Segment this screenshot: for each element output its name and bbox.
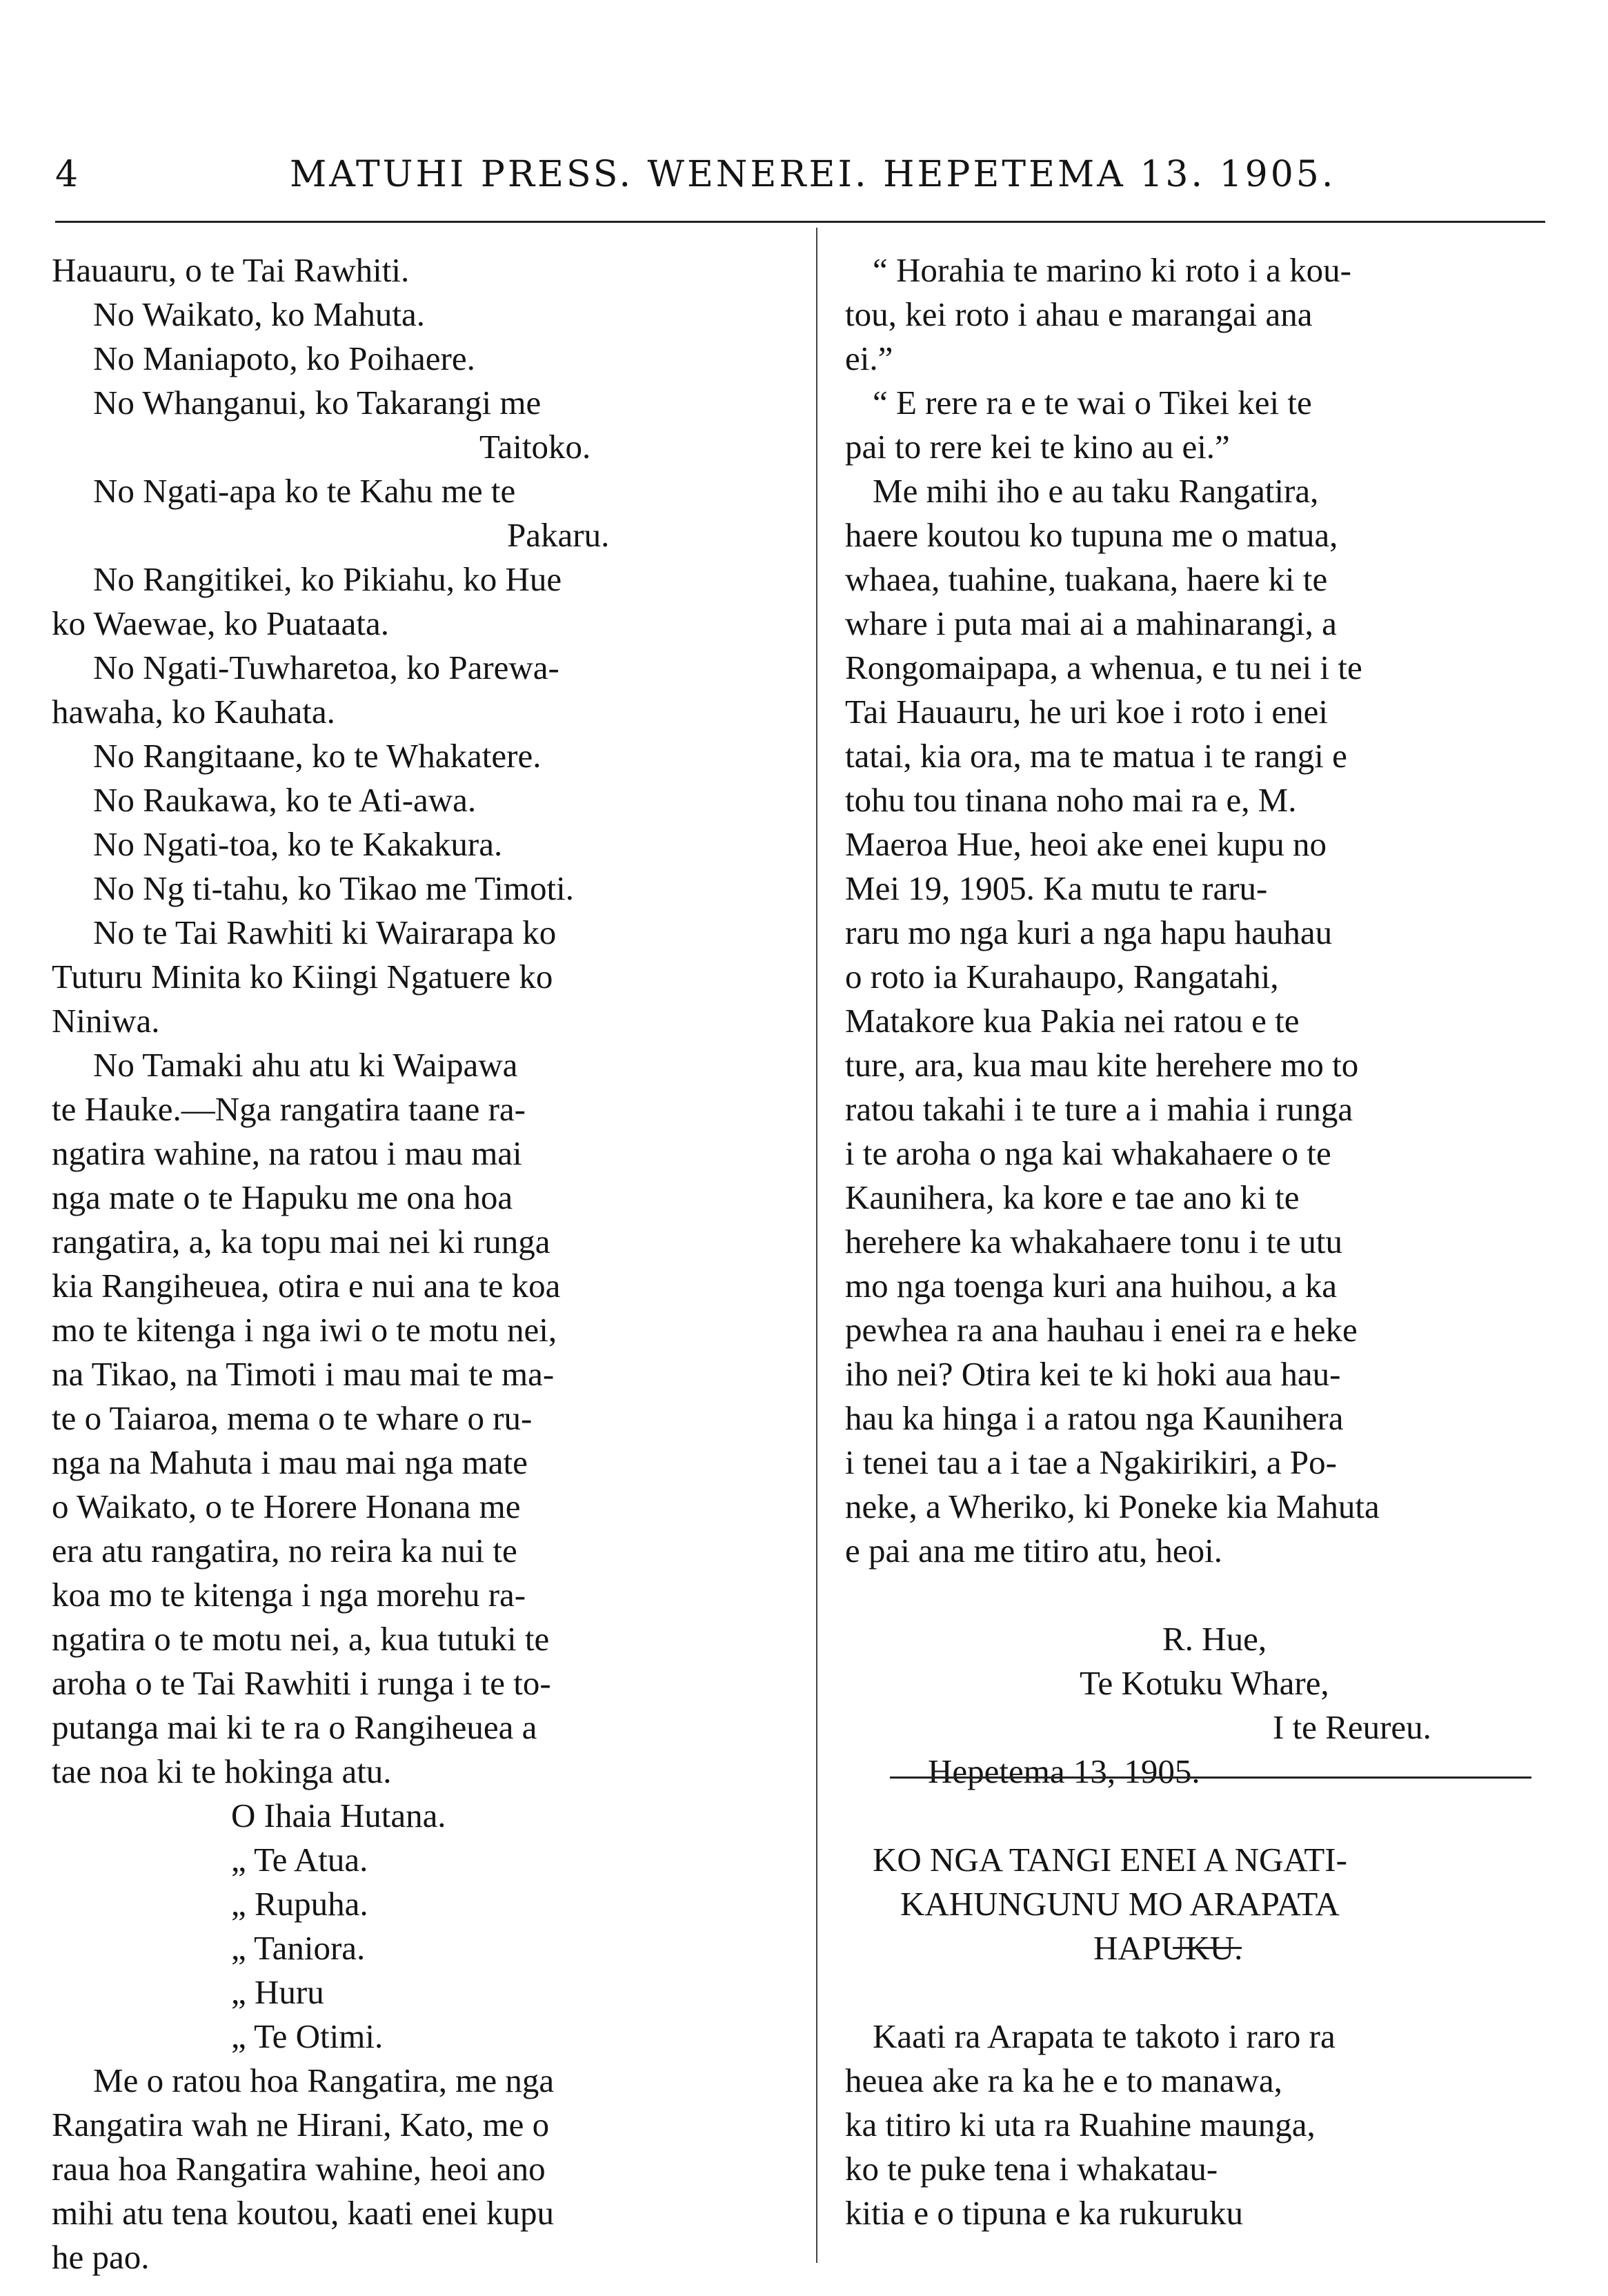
header-rule xyxy=(55,221,1545,223)
text-line: ngatira o te motu nei, a, kua tutuki te xyxy=(52,1620,550,1658)
text-line: No Ngati-toa, ko te Kakakura. xyxy=(93,825,503,863)
text-line: Maeroa Hue, heoi ake enei kupu no xyxy=(845,825,1327,863)
text-line: ko te puke tena i whakatau- xyxy=(845,2150,1218,2188)
text-line: ngatira wahine, na ratou i mau mai xyxy=(52,1134,522,1172)
text-line: heuea ake ra ka he e to manawa, xyxy=(845,2061,1282,2099)
text-line: Niniwa. xyxy=(52,1002,160,1040)
text-line: hau ka hinga i a ratou nga Kaunihera xyxy=(845,1399,1344,1437)
text-line: No Ngati-apa ko te Kahu me te xyxy=(93,472,516,510)
text-line: „ Te Atua. xyxy=(231,1841,368,1879)
text-line: raua hoa Rangatira wahine, heoi ano xyxy=(52,2150,546,2188)
text-line: No Tamaki ahu atu ki Waipawa xyxy=(93,1046,518,1084)
text-line: No Ngati-Tuwharetoa, ko Parewa- xyxy=(93,649,559,686)
text-line: hawaha, ko Kauhata. xyxy=(52,693,335,731)
text-line xyxy=(845,1573,1559,1617)
text-line: HAPUKU. xyxy=(1093,1929,1243,1967)
page-header xyxy=(55,150,1559,206)
text-line: herehere ka whakahaere tonu i te utu xyxy=(845,1223,1343,1260)
text-line: „ Taniora. xyxy=(231,1929,366,1967)
text-line: mo te kitenga i nga iwi o te motu nei, xyxy=(52,1311,557,1349)
text-line: Taitoko. xyxy=(479,428,591,466)
heading-underline xyxy=(1173,1947,1242,1949)
text-line: Tuturu Minita ko Kiingi Ngatuere ko xyxy=(52,958,553,996)
text-line: na Tikao, na Timoti i mau mai te ma- xyxy=(52,1355,555,1393)
text-line: kitia e o tipuna e ka rukuruku xyxy=(845,2194,1243,2232)
text-line: kia Rangiheuea, otira e nui ana te koa xyxy=(52,1267,561,1305)
text-line: “ Horahia te marino ki roto i a kou- xyxy=(873,251,1351,289)
text-line: i te aroha o nga kai whakahaere o te xyxy=(845,1134,1331,1172)
text-line: “ E rere ra e te wai o Tikei kei te xyxy=(873,384,1312,422)
text-line: he pao. xyxy=(52,2238,150,2276)
masthead: MATUHI PRESS. WENEREI. HEPETEMA 13. 1905. xyxy=(290,154,1336,195)
text-line: tatai, kia ora, ma te matua i te rangi e xyxy=(845,737,1347,775)
text-line: „ Huru xyxy=(231,1973,324,2011)
text-line: No Whanganui, ko Takarangi me xyxy=(93,384,542,422)
text-line: Mei 19, 1905. Ka mutu te raru- xyxy=(845,869,1268,907)
text-line: neke, a Wheriko, ki Poneke kia Mahuta xyxy=(845,1487,1380,1525)
text-line: o roto ia Kurahaupo, Rangatahi, xyxy=(845,958,1279,996)
text-line: No Ng ti-tahu, ko Tikao me Timoti. xyxy=(93,869,575,907)
text-line: whare i puta mai ai a mahinarangi, a xyxy=(845,604,1337,642)
text-line: pewhea ra ana hauhau i enei ra e heke xyxy=(845,1311,1358,1349)
text-line: nga mate o te Hapuku me ona hoa xyxy=(52,1178,513,1216)
text-line: No Rangitikei, ko Pikiahu, ko Hue xyxy=(93,560,562,598)
text-line: aroha o te Tai Rawhiti i runga i te to- xyxy=(52,1664,551,1702)
text-line: I te Reureu. xyxy=(1273,1708,1431,1746)
text-line: whaea, tuahine, tuakana, haere ki te xyxy=(845,560,1328,598)
text-line: putanga mai ki te ra o Rangiheuea a xyxy=(52,1708,537,1746)
text-line: koa mo te kitenga i nga morehu ra- xyxy=(52,1576,526,1614)
page-number: 4 xyxy=(55,154,79,195)
text-line: haere koutou ko tupuna me o matua, xyxy=(845,516,1338,554)
text-line: era atu rangatira, no reira ka nui te xyxy=(52,1532,517,1570)
text-line: Hepetema 13, 1905. xyxy=(928,1752,1200,1790)
text-line: tae noa ki te hokinga atu. xyxy=(52,1752,392,1790)
section-divider xyxy=(890,1777,1531,1779)
text-line: o Waikato, o te Horere Honana me xyxy=(52,1487,521,1525)
text-line: Matakore kua Pakia nei ratou e te xyxy=(845,1002,1300,1040)
text-line: KAHUNGUNU MO ARAPATA xyxy=(900,1885,1340,1923)
right-column xyxy=(845,248,1559,2235)
text-line: Kaati ra Arapata te takoto i raro ra xyxy=(873,2017,1336,2055)
left-column xyxy=(52,248,800,2279)
text-line: te o Taiaroa, mema o te whare o ru- xyxy=(52,1399,533,1437)
text-line: R. Hue, xyxy=(1162,1620,1267,1658)
text-line: mo nga toenga kuri ana huihou, a ka xyxy=(845,1267,1338,1305)
text-line: KO NGA TANGI ENEI A NGATI- xyxy=(873,1841,1347,1879)
text-line: Tai Hauauru, he uri koe i roto i enei xyxy=(845,693,1329,731)
text-line: rangatira, a, ka topu mai nei ki runga xyxy=(52,1223,550,1260)
text-line: ka titiro ki uta ra Ruahine maunga, xyxy=(845,2106,1316,2144)
text-line: Rangatira wah ne Hirani, Kato, me o xyxy=(52,2106,550,2144)
column-divider xyxy=(816,228,817,2263)
text-line: tohu tou tinana noho mai ra e, M. xyxy=(845,781,1297,819)
text-line: No Rangitaane, ko te Whakatere. xyxy=(93,737,542,775)
text-line: Rongomaipapa, a whenua, e tu nei i te xyxy=(845,649,1362,686)
text-line: iho nei? Otira kei te ki hoki aua hau- xyxy=(845,1355,1341,1393)
text-line: ture, ara, kua mau kite herehere mo to xyxy=(845,1046,1359,1084)
text-line: mihi atu tena koutou, kaati enei kupu xyxy=(52,2194,555,2232)
text-line: ratou takahi i te ture a i mahia i runga xyxy=(845,1090,1353,1128)
text-line: „ Te Otimi. xyxy=(231,2017,384,2055)
text-line: No te Tai Rawhiti ki Wairarapa ko xyxy=(93,913,557,951)
text-line: i tenei tau a i tae a Ngakirikiri, a Po- xyxy=(845,1443,1337,1481)
text-line: ei.” xyxy=(845,339,893,377)
text-line: „ Rupuha. xyxy=(231,1885,368,1923)
text-line: e pai ana me titiro atu, heoi. xyxy=(845,1532,1222,1570)
text-line xyxy=(845,1794,1559,1838)
text-line: ko Waewae, ko Puataata. xyxy=(52,604,390,642)
text-line: No Raukawa, ko te Ati-awa. xyxy=(93,781,477,819)
text-line: Te Kotuku Whare, xyxy=(1080,1664,1329,1702)
text-line xyxy=(845,1970,1559,2015)
text-line: Me mihi iho e au taku Rangatira, xyxy=(873,472,1319,510)
text-line: pai to rere kei te kino au ei.” xyxy=(845,428,1230,466)
text-line: Me o ratou hoa Rangatira, me nga xyxy=(93,2061,555,2099)
text-line: Pakaru. xyxy=(507,516,610,554)
text-line: tou, kei roto i ahau e marangai ana xyxy=(845,295,1313,333)
text-line: nga na Mahuta i mau mai nga mate xyxy=(52,1443,528,1481)
text-line: te Hauke.—Nga rangatira taane ra- xyxy=(52,1090,526,1128)
text-line: No Waikato, ko Mahuta. xyxy=(93,295,425,333)
text-line: Kaunihera, ka kore e tae ano ki te xyxy=(845,1178,1300,1216)
text-line: raru mo nga kuri a nga hapu hauhau xyxy=(845,913,1333,951)
text-line: O Ihaia Hutana. xyxy=(231,1797,446,1834)
text-line: No Maniapoto, ko Poihaere. xyxy=(93,339,475,377)
text-line: Hauauru, o te Tai Rawhiti. xyxy=(52,251,410,289)
